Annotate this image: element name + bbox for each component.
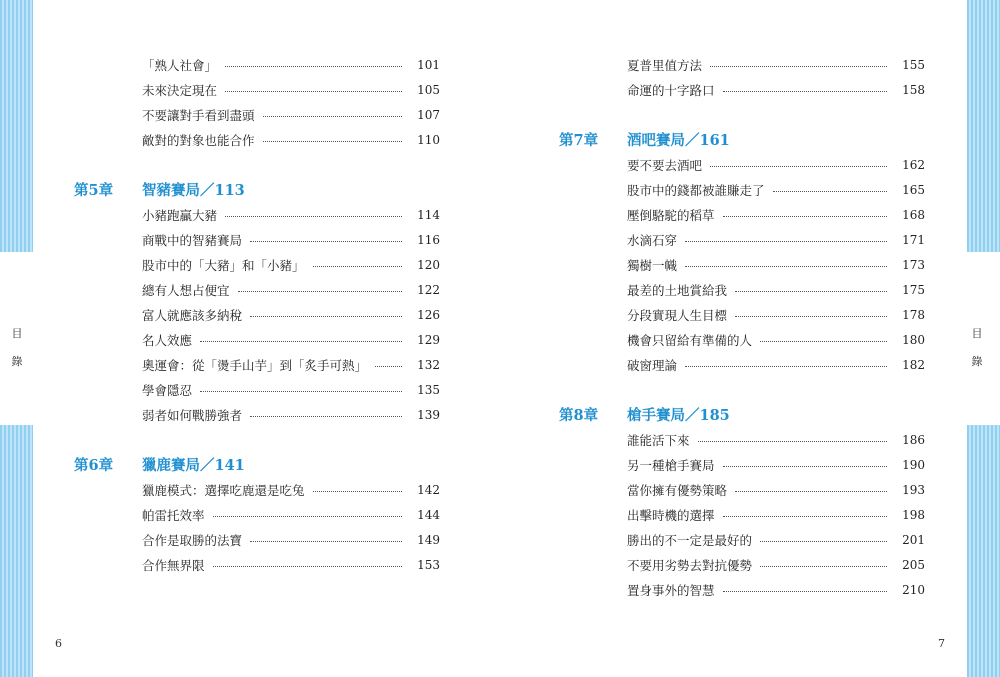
toc-entry-page: 129 bbox=[417, 332, 440, 347]
chapter-number: 第5章 bbox=[74, 182, 114, 199]
toc-entry[interactable] bbox=[60, 302, 440, 327]
toc-entry-page: 101 bbox=[417, 57, 440, 72]
dot-leader bbox=[735, 291, 887, 292]
toc-entry-page: 178 bbox=[902, 307, 925, 322]
toc-entry[interactable] bbox=[60, 102, 440, 127]
chapter-heading[interactable] bbox=[545, 127, 925, 152]
toc-entry-page: 114 bbox=[417, 207, 440, 222]
dot-leader bbox=[250, 541, 402, 542]
side-label-char: 目 bbox=[971, 327, 983, 340]
toc-entry-title: 獨樹一幟 bbox=[627, 257, 678, 273]
toc-entry-page: 126 bbox=[417, 307, 440, 322]
toc-entry[interactable] bbox=[60, 477, 440, 502]
dot-leader bbox=[723, 91, 887, 92]
toc-entry-title: 學會隱忍 bbox=[142, 382, 193, 398]
toc-entry-page: 173 bbox=[902, 257, 925, 272]
dot-leader bbox=[723, 216, 887, 217]
toc-entry[interactable] bbox=[545, 252, 925, 277]
toc-entry[interactable] bbox=[60, 52, 440, 77]
toc-entry[interactable] bbox=[545, 552, 925, 577]
toc-entry-title: 機會只留給有準備的人 bbox=[627, 332, 753, 348]
toc-entry-title: 未來決定現在 bbox=[142, 82, 218, 98]
dot-leader bbox=[723, 591, 887, 592]
chapter-number: 第6章 bbox=[74, 457, 114, 474]
toc-entry-title: 小豬跑贏大豬 bbox=[142, 207, 218, 223]
side-label-char: 目 bbox=[11, 327, 23, 340]
toc-entry[interactable] bbox=[545, 277, 925, 302]
toc-entry[interactable] bbox=[60, 202, 440, 227]
toc-entry-title: 壓倒駱駝的稻草 bbox=[627, 207, 715, 223]
left-side-label bbox=[10, 320, 24, 376]
toc-entry-title: 分段實現人生目標 bbox=[627, 307, 728, 323]
toc-entry-title: 置身事外的智慧 bbox=[627, 582, 715, 598]
toc-entry-page: 153 bbox=[417, 557, 440, 572]
chapter-title: 獵鹿賽局／141 bbox=[142, 457, 245, 474]
dot-leader bbox=[250, 241, 402, 242]
toc-entry-title: 不要讓對手看到盡頭 bbox=[142, 107, 255, 123]
dot-leader bbox=[698, 441, 887, 442]
toc-entry-page: 186 bbox=[902, 432, 925, 447]
left-edge-stripe-top bbox=[0, 0, 33, 252]
toc-entry-title: 奧運會：從「燙手山芋」到「炙手可熱」 bbox=[142, 357, 368, 373]
toc-entry[interactable] bbox=[545, 352, 925, 377]
toc-entry-page: 193 bbox=[902, 482, 925, 497]
dot-leader bbox=[250, 316, 402, 317]
toc-entry-title: 勝出的不一定是最好的 bbox=[627, 532, 753, 548]
toc-entry[interactable] bbox=[545, 202, 925, 227]
toc-entry-title: 股市中的「大豬」和「小豬」 bbox=[142, 257, 305, 273]
dot-leader bbox=[225, 216, 402, 217]
toc-entry-title: 獵鹿模式：選擇吃鹿還是吃兔 bbox=[142, 482, 305, 498]
toc-entry-page: 110 bbox=[417, 132, 440, 147]
dot-leader bbox=[225, 91, 402, 92]
toc-entry-page: 142 bbox=[417, 482, 440, 497]
toc-entry-page: 135 bbox=[417, 382, 440, 397]
chapter-heading[interactable] bbox=[60, 177, 440, 202]
toc-entry-page: 107 bbox=[417, 107, 440, 122]
dot-leader bbox=[213, 516, 402, 517]
toc-entry-page: 120 bbox=[417, 257, 440, 272]
right-edge-stripe-top bbox=[967, 0, 1000, 252]
toc-entry-title: 命運的十字路口 bbox=[627, 82, 715, 98]
toc-entry-page: 180 bbox=[902, 332, 925, 347]
toc-entry-page: 132 bbox=[417, 357, 440, 372]
dot-leader bbox=[213, 566, 402, 567]
toc-entry[interactable] bbox=[545, 327, 925, 352]
toc-entry[interactable] bbox=[60, 377, 440, 402]
section-gap bbox=[545, 102, 925, 127]
chapter-heading[interactable] bbox=[545, 402, 925, 427]
toc-entry[interactable] bbox=[545, 302, 925, 327]
toc-entry-page: 182 bbox=[902, 357, 925, 372]
toc-entry[interactable] bbox=[60, 77, 440, 102]
toc-entry-title: 不要用劣勢去對抗優勢 bbox=[627, 557, 753, 573]
toc-entry-title: 破窗理論 bbox=[627, 357, 678, 373]
toc-entry-title: 商戰中的智豬賽局 bbox=[142, 232, 243, 248]
toc-entry-title: 「熟人社會」 bbox=[142, 57, 218, 73]
toc-entry-page: 210 bbox=[902, 582, 925, 597]
dot-leader bbox=[773, 191, 887, 192]
dot-leader bbox=[723, 466, 887, 467]
toc-entry-page: 205 bbox=[902, 557, 925, 572]
toc-entry-title: 要不要去酒吧 bbox=[627, 157, 703, 173]
section-gap bbox=[545, 377, 925, 402]
dot-leader bbox=[685, 241, 887, 242]
dot-leader bbox=[375, 366, 402, 367]
left-page-number: 6 bbox=[55, 637, 62, 650]
dot-leader bbox=[735, 316, 887, 317]
toc-entry[interactable] bbox=[60, 502, 440, 527]
dot-leader bbox=[263, 141, 402, 142]
toc-entry-page: 149 bbox=[417, 532, 440, 547]
right-side-label bbox=[970, 320, 984, 376]
side-label-char: 錄 bbox=[971, 355, 983, 368]
toc-entry-title: 當你擁有優勢策略 bbox=[627, 482, 728, 498]
toc-entry[interactable] bbox=[60, 327, 440, 352]
toc-entry-page: 158 bbox=[902, 82, 925, 97]
toc-entry-page: 155 bbox=[902, 57, 925, 72]
chapter-title: 槍手賽局／185 bbox=[627, 407, 730, 424]
toc-entry-page: 175 bbox=[902, 282, 925, 297]
toc-entry-title: 帕雷托效率 bbox=[142, 507, 205, 523]
toc-entry-page: 116 bbox=[417, 232, 440, 247]
toc-entry[interactable] bbox=[545, 52, 925, 77]
toc-entry[interactable] bbox=[545, 477, 925, 502]
toc-entry-page: 162 bbox=[902, 157, 925, 172]
toc-entry[interactable] bbox=[545, 77, 925, 102]
toc-entry[interactable] bbox=[545, 177, 925, 202]
toc-entry-title: 最差的土地賞給我 bbox=[627, 282, 728, 298]
toc-entry-page: 201 bbox=[902, 532, 925, 547]
chapter-heading[interactable] bbox=[60, 452, 440, 477]
dot-leader bbox=[760, 341, 887, 342]
toc-entry[interactable] bbox=[60, 127, 440, 152]
dot-leader bbox=[200, 391, 402, 392]
dot-leader bbox=[313, 266, 402, 267]
toc-entry-page: 190 bbox=[902, 457, 925, 472]
dot-leader bbox=[760, 566, 887, 567]
dot-leader bbox=[735, 491, 887, 492]
toc-entry[interactable] bbox=[60, 252, 440, 277]
chapter-number: 第7章 bbox=[559, 132, 599, 149]
section-gap bbox=[60, 427, 440, 452]
toc-entry-title: 名人效應 bbox=[142, 332, 193, 348]
toc-entry-title: 夏普里值方法 bbox=[627, 57, 703, 73]
dot-leader bbox=[200, 341, 402, 342]
toc-entry[interactable] bbox=[60, 527, 440, 552]
left-edge-stripe-bottom bbox=[0, 425, 33, 677]
toc-entry-title: 總有人想占便宜 bbox=[142, 282, 230, 298]
toc-entry[interactable] bbox=[545, 527, 925, 552]
toc-entry-title: 敵對的對象也能合作 bbox=[142, 132, 255, 148]
toc-entry[interactable] bbox=[60, 402, 440, 427]
toc-entry[interactable] bbox=[545, 502, 925, 527]
toc-entry-title: 富人就應該多納稅 bbox=[142, 307, 243, 323]
toc-entry-title: 合作是取勝的法寶 bbox=[142, 532, 243, 548]
toc-entry-title: 合作無界限 bbox=[142, 557, 205, 573]
toc-entry[interactable] bbox=[545, 452, 925, 477]
toc-entry[interactable] bbox=[60, 227, 440, 252]
side-label-char: 錄 bbox=[11, 355, 23, 368]
toc-entry-title: 另一種槍手賽局 bbox=[627, 457, 715, 473]
toc-entry[interactable] bbox=[545, 577, 925, 602]
dot-leader bbox=[685, 266, 887, 267]
toc-entry[interactable] bbox=[545, 427, 925, 452]
right-page-toc bbox=[545, 52, 925, 602]
toc-entry[interactable] bbox=[545, 227, 925, 252]
dot-leader bbox=[263, 116, 402, 117]
chapter-title: 智豬賽局／113 bbox=[142, 182, 245, 199]
section-gap bbox=[60, 152, 440, 177]
dot-leader bbox=[710, 166, 887, 167]
toc-entry-title: 誰能活下來 bbox=[627, 432, 690, 448]
toc-entry-page: 165 bbox=[902, 182, 925, 197]
toc-entry-title: 弱者如何戰勝強者 bbox=[142, 407, 243, 423]
right-page-number: 7 bbox=[938, 637, 945, 650]
dot-leader bbox=[723, 516, 887, 517]
toc-entry[interactable] bbox=[545, 152, 925, 177]
toc-entry-page: 168 bbox=[902, 207, 925, 222]
toc-entry[interactable] bbox=[60, 552, 440, 577]
toc-entry-page: 171 bbox=[902, 232, 925, 247]
chapter-number: 第8章 bbox=[559, 407, 599, 424]
left-page-toc bbox=[60, 52, 440, 577]
chapter-title: 酒吧賽局／161 bbox=[627, 132, 730, 149]
dot-leader bbox=[225, 66, 402, 67]
dot-leader bbox=[685, 366, 887, 367]
toc-entry-page: 139 bbox=[417, 407, 440, 422]
toc-entry-title: 股市中的錢都被誰賺走了 bbox=[627, 182, 765, 198]
dot-leader bbox=[760, 541, 887, 542]
dot-leader bbox=[238, 291, 402, 292]
dot-leader bbox=[313, 491, 402, 492]
dot-leader bbox=[710, 66, 887, 67]
toc-entry[interactable] bbox=[60, 277, 440, 302]
toc-entry-title: 出擊時機的選擇 bbox=[627, 507, 715, 523]
toc-entry[interactable] bbox=[60, 352, 440, 377]
right-edge-stripe-bottom bbox=[967, 425, 1000, 677]
toc-entry-title: 水滴石穿 bbox=[627, 232, 678, 248]
toc-entry-page: 198 bbox=[902, 507, 925, 522]
toc-entry-page: 144 bbox=[417, 507, 440, 522]
dot-leader bbox=[250, 416, 402, 417]
toc-entry-page: 122 bbox=[417, 282, 440, 297]
toc-entry-page: 105 bbox=[417, 82, 440, 97]
